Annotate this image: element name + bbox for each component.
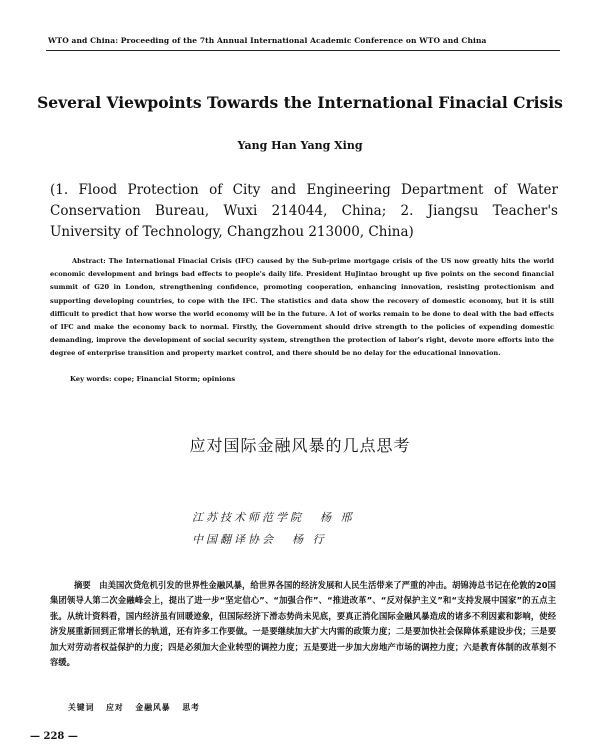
- keywords-en-label: Key words:: [70, 375, 112, 383]
- running-head: WTO and China: Proceeding of the 7th Annual International Academic Conference on WTO and China: [48, 36, 487, 45]
- keyword-zh-2: 金融风暴: [135, 703, 171, 712]
- author-zh-1-org: 江苏技术师范学院: [192, 511, 304, 524]
- abstract-zh: [50, 578, 556, 670]
- paper-title-en: Several Viewpoints Towards the International Finacial Crisis: [37, 93, 563, 112]
- author-zh-1-name: 杨 邢: [320, 511, 355, 524]
- abstract-en: [50, 255, 554, 361]
- abstract-zh-text: 由美国次贷危机引发的世界性金融风暴，给世界各国的经济发展和人民生活带来了严重的冲击。胡锦涛总书记在伦敦的20国集团领导人第二次金融峰会上，提出了进一步“坚定信心”、“加强合作”、“推进改革”、“反对保护主义”和“支持发展中国家”的五点主张。从统计资料看，国内经济虽有回暖迹象，但国际经济下滑态势尚未见底，要真正消化国际金融风暴造成的诸多不利因素和影响，使经济发展重新回到正常增长的轨道，还有许多工作要做。一是要继续加大扩大内需的政策力度；二是要加快社会保障体系建设步伐；三是要加大对劳动者权益保护的力度；四是必须加大企业转型的调控力度；五是要进一步加大房地产市场的调控力度；六是教育体制的改革刻不容缓。: [50, 580, 556, 668]
- author-zh-2-org: 中国翻译协会: [192, 533, 276, 546]
- keywords-zh-label: 关键词: [68, 703, 95, 712]
- keyword-zh-1: 应对: [106, 703, 124, 712]
- abstract-en-text: The International Finacial Crisis (IFC) caused by the Sub-prime mortgage crisis of the US now greatly hits the world economic development and brings bad effects to people's daily life. President HuJintao brought up five points on the second financial summit of G20 in London, strengthening confidence, promoting cooperation, enhancing innovation, resisting protectionism and supporting developing countries, to cope with the IFC. The statistics and data show the recovery of domestic economy, but it is still difficult to predict that how worse the world economy will be in the future. A lot of works remain to be done to deal with the bad effects of IFC and make the economy back to normal. Firstly, the Government should drive strength to the policies of expending domestic demanding, improve the development of social security system, strengthen the protection of labor's right, devote more efforts into the degree of enterprise transition and property market control, and there should be no delay for the educational innovation.: [50, 257, 554, 358]
- keywords-zh: [68, 702, 548, 713]
- abstract-en-label: Abstract:: [72, 257, 106, 265]
- author-zh-1: [192, 509, 452, 525]
- page-number: — 228 —: [30, 731, 78, 742]
- keywords-en: [70, 375, 550, 383]
- keywords-en-text: cope; Financial Storm; opinions: [113, 375, 236, 383]
- paper-title-zh: 应对国际金融风暴的几点思考: [189, 436, 411, 455]
- author-zh-2: [192, 531, 452, 547]
- header-rule: [46, 50, 560, 51]
- abstract-zh-label: 摘要: [74, 580, 91, 590]
- keyword-zh-3: 思考: [182, 703, 200, 712]
- affiliation: (1. Flood Protection of City and Engineering Department of Water Conservation Bureau, Wuxi 214044, China; 2. Jiangsu Teacher's University of Technology, Changzhou 213000, China): [50, 182, 558, 240]
- authors-en: Yang Han Yang Xing: [237, 139, 363, 152]
- author-zh-2-name: 杨 行: [292, 533, 327, 546]
